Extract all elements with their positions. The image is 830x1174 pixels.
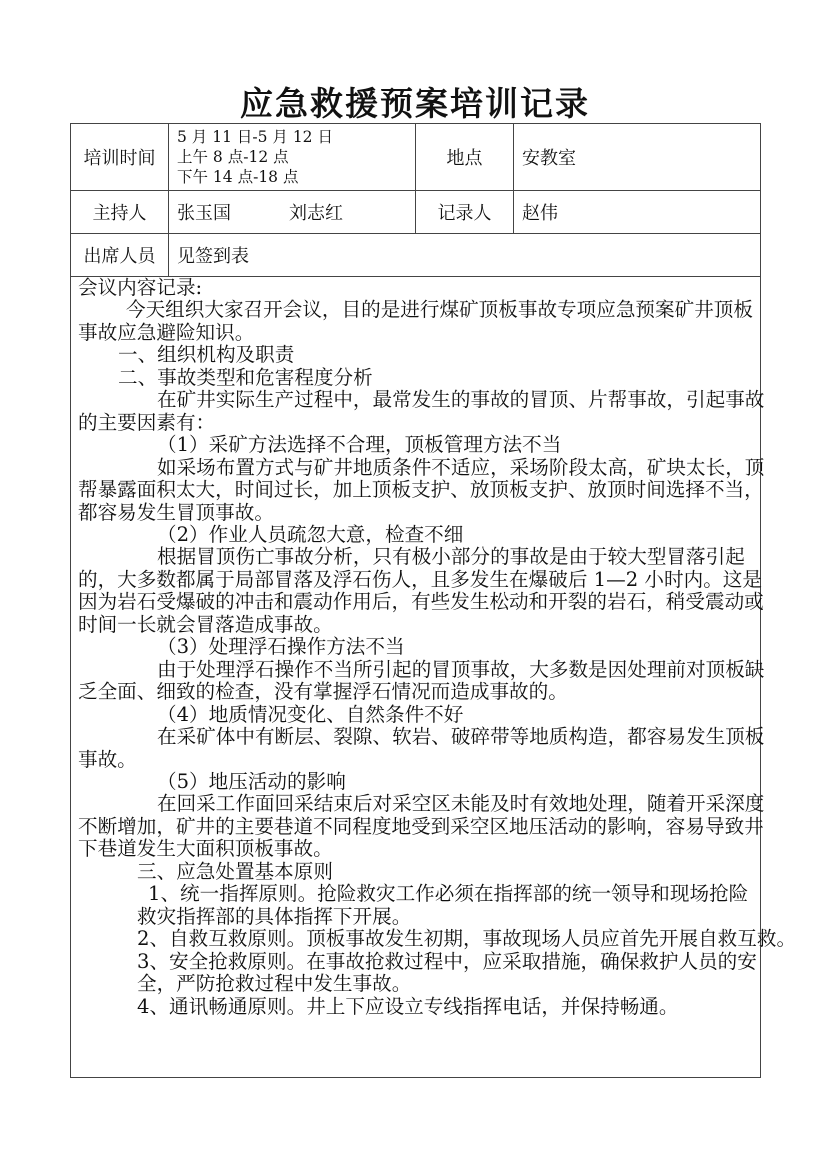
time-line: 5 月 11 日-5 月 12 日 [177, 128, 333, 146]
content-line: 乏全面、细致的检查，没有掌握浮石情况而造成事故的。 [78, 680, 568, 704]
content-line: 下巷道发生大面积顶板事故。 [78, 837, 333, 861]
attendees-row [71, 234, 761, 277]
time-line: 下午 14 点-18 点 [177, 168, 299, 186]
content-line: （4）地质情况变化、自然条件不好 [157, 702, 464, 726]
time-line: 上午 8 点-12 点 [177, 148, 289, 166]
content-row [71, 277, 761, 1078]
content-line: 2、自救互救原则。顶板事故发生初期，事故现场人员应首先开展自救互救。 [137, 927, 797, 951]
content-line: 在矿井实际生产过程中，最常发生的事故的冒顶、片帮事故，引起事故 [157, 388, 765, 412]
content-line: 今天组织大家召开会议，目的是进行煤矿顶板事故专项应急预案矿井顶板 [126, 298, 753, 322]
content-line: 事故。 [78, 747, 137, 771]
host-label: 主持人 [71, 191, 169, 234]
content-line: 3、安全抢救原则。在事故抢救过程中，应采取措施，确保救护人员的安 [137, 949, 757, 973]
attendees-value: 见签到表 [169, 234, 761, 277]
training-time-label: 培训时间 [71, 124, 169, 191]
host-row [71, 191, 761, 234]
content-line: 的主要因素有： [78, 410, 216, 434]
content-line: 的，大多数都属于局部冒落及浮石伤人，且多发生在爆破后 1—2 小时内。这是 [78, 567, 762, 591]
content-line: 如采场布置方式与矿井地质条件不适应，采场阶段太高，矿块太长，顶 [157, 455, 765, 479]
content-line: 事故应急避险知识。 [78, 320, 255, 344]
meeting-content [71, 276, 797, 1078]
content-line: 二、事故类型和危害程度分析 [118, 365, 373, 389]
place-label: 地点 [416, 124, 514, 191]
host-value [169, 191, 416, 234]
content-line: 帮暴露面积太大，时间过长，加上顶板支护、放顶板支护、放顶时间选择不当， [78, 478, 764, 502]
content-line: （3）处理浮石操作方法不当 [157, 635, 405, 659]
content-line: （2）作业人员疏忽大意，检查不细 [157, 522, 464, 546]
content-line: 在采矿体中有断层、裂隙、软岩、破碎带等地质构造，都容易发生顶板 [157, 725, 765, 749]
content-line: 救灾指挥部的具体指挥下开展。 [137, 904, 412, 928]
content-line: 根据冒顶伤亡事故分析，只有极小部分的事故是由于较大型冒落引起 [157, 545, 745, 569]
content-line: （1）采矿方法选择不合理，顶板管理方法不当 [157, 433, 562, 457]
content-line: 时间一长就会冒落造成事故。 [78, 612, 333, 636]
place-value: 安教室 [514, 124, 761, 191]
host-name: 刘志红 [289, 203, 343, 224]
content-line: 由于处理浮石操作不当所引起的冒顶事故，大多数是因处理前对顶板缺 [157, 657, 765, 681]
recorder-value: 赵伟 [514, 191, 761, 234]
content-line: 三、应急处置基本原则 [137, 859, 333, 883]
content-line: 4、通讯畅通原则。井上下应设立专线指挥电话，并保持畅通。 [137, 994, 679, 1018]
document-title: 应急救援预案培训记录 [240, 84, 590, 123]
content-line: 会议内容记录: [78, 276, 203, 299]
content-line: 在回采工作面回采结束后对采空区未能及时有效地处理，随着开采深度 [157, 792, 765, 816]
content-line: 一、组织机构及职责 [118, 343, 295, 367]
content-line: 因为岩石受爆破的冲击和震动作用后，有些发生松动和开裂的岩石，稍受震动或 [78, 590, 764, 614]
training-time-row [71, 124, 761, 191]
content-line: 全，严防抢救过程中发生事故。 [137, 972, 412, 996]
content-line: 都容易发生冒顶事故。 [78, 500, 274, 524]
recorder-label: 记录人 [416, 191, 514, 234]
training-record-table [70, 123, 797, 1078]
attendees-label: 出席人员 [71, 234, 169, 277]
training-time-value [169, 124, 416, 191]
content-line: 1、统一指挥原则。抢险救灾工作必须在指挥部的统一领导和现场抢险 [148, 882, 749, 906]
host-name: 张玉国 [177, 203, 231, 224]
content-line: 不断增加，矿井的主要巷道不同程度地受到采空区地压活动的影响，容易导致井 [78, 814, 764, 838]
content-line: （5）地压活动的影响 [157, 769, 346, 793]
